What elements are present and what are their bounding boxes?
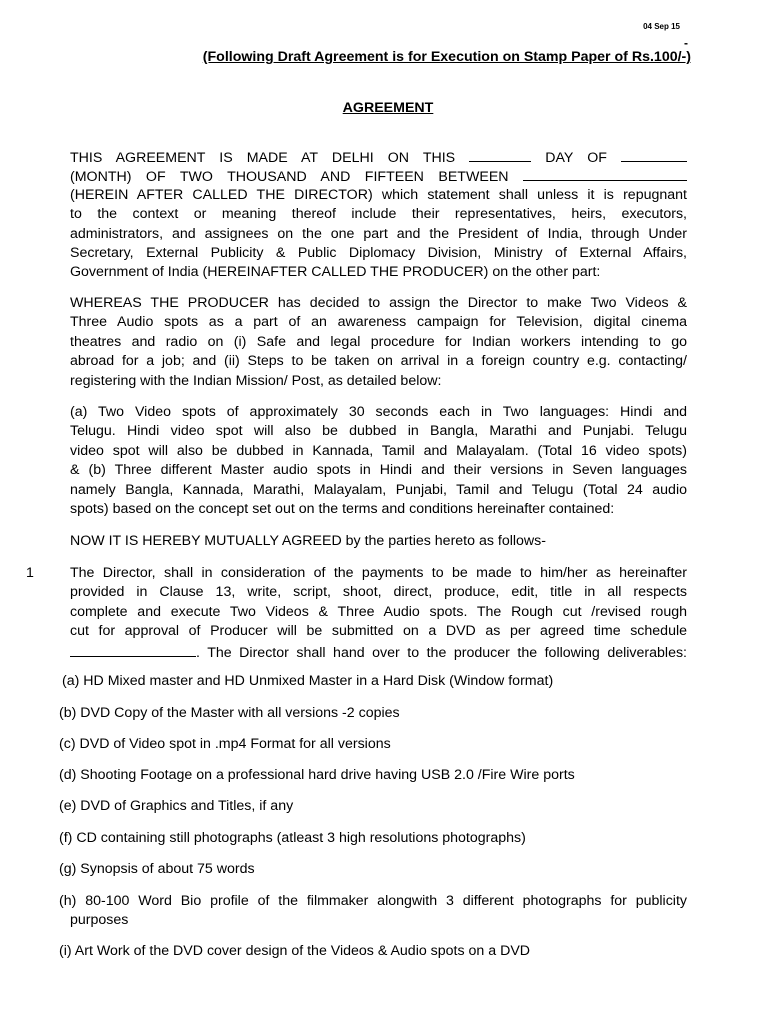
deliverable-item: (g) Synopsis of about 75 words <box>59 861 255 877</box>
deliverable-item: (a) HD Mixed master and HD Unmixed Master in a Hard Disk (Window format) <box>62 673 554 689</box>
spots-line-1: (a) Two Video spots of approximately 30 seconds each in Two languages: Hindi and <box>70 404 687 420</box>
spots-line-3: video spot will also be dubbed in Kannada, Tamil and Malayalam. (Total 16 video spots) <box>70 442 687 459</box>
whereas-line-5: registering with the Indian Mission/ Post, as detailed below: <box>70 372 442 389</box>
clause-1-line-5: . The Director shall hand over to the producer the following deliverables: <box>70 642 687 661</box>
schedule-blank <box>70 642 196 657</box>
clause-1-line-3: complete and execute Two Videos & Three Audio spots. The Rough cut /revised rough <box>70 603 687 620</box>
intro-line-2: (MONTH) OF TWO THOUSAND AND FIFTEEN BETWEEN <box>70 166 687 185</box>
intro-line-5: administrators, and assignees on the one part and the President of India, through Under <box>70 225 687 242</box>
document-date: 04 Sep 15 <box>643 22 680 31</box>
deliverable-item: (c) DVD of Video spot in .mp4 Format for all versions <box>59 736 391 752</box>
whereas-line-2: Three Audio spots as a part of an awareness campaign for Television, digital cinema <box>70 314 687 331</box>
intro-line-4: to the context or meaning thereof include their representatives, heirs, executors, <box>70 206 687 223</box>
deliverable-item: (b) DVD Copy of the Master with all versions -2 copies <box>59 705 400 721</box>
intro-line-1: THIS AGREEMENT IS MADE AT DELHI ON THIS DAY OF <box>70 147 687 166</box>
clause-number: 1 <box>26 565 34 581</box>
spots-paragraph <box>70 403 687 519</box>
spots-line-5: namely Bangla, Kannada, Marathi, Malayalam, Punjabi, Tamil and Telugu (Total 24 audio <box>70 481 687 498</box>
clause-1-line-4: cut for approval of Producer will be submitted on a DVD as per agreed time schedule <box>70 623 687 640</box>
day-blank <box>469 147 531 162</box>
whereas-line-3: theatres and radio on (i) Safe and legal procedure for Indian workers intending to go <box>70 333 687 350</box>
intro-line-7: Government of India (HEREINAFTER CALLED THE PRODUCER) on the other part: <box>70 264 601 281</box>
deliverable-item: (i) Art Work of the DVD cover design of the Videos & Audio spots on a DVD <box>59 943 531 959</box>
spots-line-6: spots) based on the concept set out on the terms and conditions hereinafter contained: <box>70 500 615 517</box>
margin-mark: - <box>684 36 688 50</box>
whereas-line-1: WHEREAS THE PRODUCER has decided to assign the Director to make Two Videos & <box>70 295 687 311</box>
intro-paragraph <box>70 147 687 283</box>
spots-line-4: & (b) Three different Master audio spots in Hindi and their versions in Seven languages <box>70 462 687 479</box>
stamp-paper-note: (Following Draft Agreement is for Execution on Stamp Paper of Rs.100/-) <box>202 49 691 65</box>
whereas-paragraph <box>70 294 687 391</box>
mutual-agreement-line: NOW IT IS HEREBY MUTUALLY AGREED by the parties hereto as follows- <box>70 533 546 549</box>
deliverable-item: (f) CD containing still photographs (atleast 3 high resolutions photographs) <box>59 830 526 846</box>
deliverable-item: (d) Shooting Footage on a professional hard drive having USB 2.0 /Fire Wire ports <box>59 767 575 783</box>
clause-1-paragraph <box>70 564 687 661</box>
clause-1-line-2: provided in Clause 13, write, script, shoot, direct, produce, edit, title in all respects <box>70 584 687 601</box>
intro-line-3: (HEREIN AFTER CALLED THE DIRECTOR) which statement shall unless it is repugnant <box>70 186 687 203</box>
month-blank <box>621 147 687 162</box>
deliverable-item: (e) DVD of Graphics and Titles, if any <box>59 798 294 814</box>
spots-line-2: Telugu. Hindi video spot will also be dubbed in Bangla, Marathi and Punjabi. Telugu <box>70 423 687 440</box>
intro-line-6: Secretary, External Publicity & Public Diplomacy Division, Ministry of External Affairs, <box>70 244 687 261</box>
deliverable-item: (h) 80-100 Word Bio profile of the filmmaker alongwith 3 different photographs for publicity <box>59 893 687 909</box>
deliverable-item-continuation: purposes <box>70 912 129 928</box>
director-name-blank <box>523 166 687 181</box>
clause-1-line-1: The Director, shall in consideration of the payments to be made to him/her as hereinafter <box>70 565 687 581</box>
document-title: AGREEMENT <box>342 100 434 116</box>
whereas-line-4: abroad for a job; and (ii) Steps to be taken on arrival in a foreign country e.g. contacting/ <box>70 353 687 370</box>
